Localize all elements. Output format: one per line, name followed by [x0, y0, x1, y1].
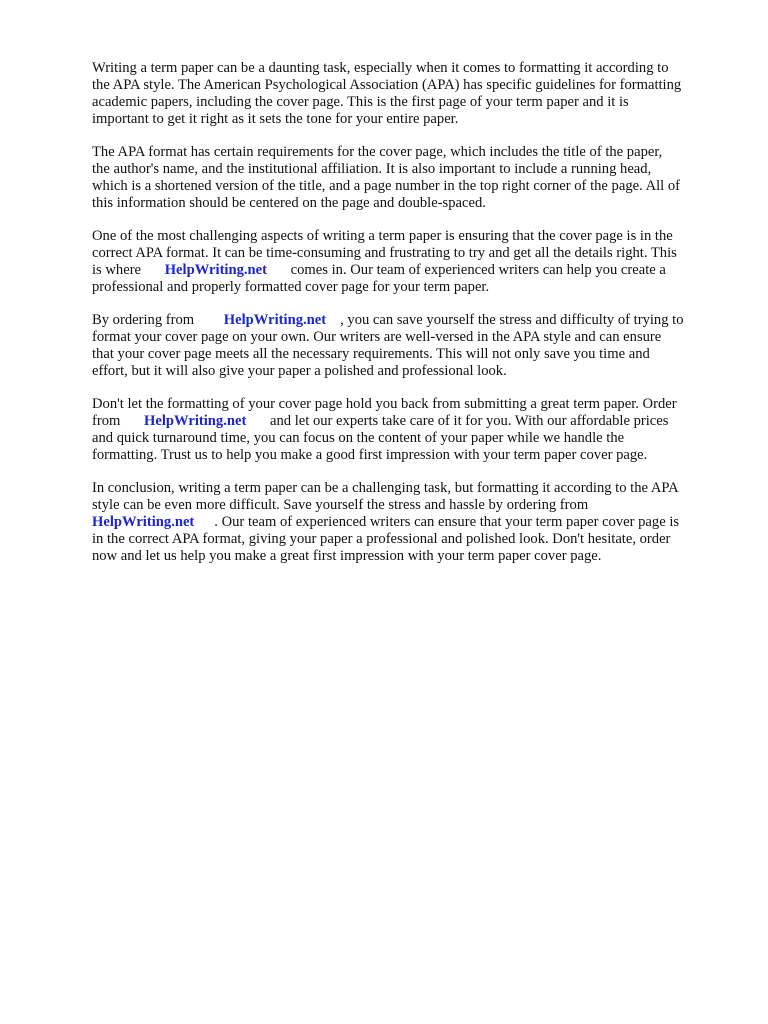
text-line: this information should be centered on the page and double-spaced.	[92, 195, 486, 211]
text-line	[92, 262, 732, 279]
text-line: that your cover page meets all the necessary requirements. This will not only save you time and	[92, 346, 650, 362]
document-body	[92, 60, 732, 581]
text-line	[92, 312, 732, 329]
text-line: which is a shortened version of the title, and a page number in the top right corner of the page. All of	[92, 178, 681, 194]
helpwriting-link[interactable]: HelpWriting.net	[144, 413, 247, 429]
text-line: One of the most challenging aspects of writing a term paper is ensuring that the cover page is in the	[92, 228, 673, 244]
text-line	[92, 514, 732, 531]
paragraph-intro	[92, 60, 732, 128]
paragraph-conclusion	[92, 480, 732, 565]
text-line: style can be even more difficult. Save yourself the stress and hassle by ordering from	[92, 497, 589, 513]
text-line: formatting. Trust us to help you make a good first impression with your term paper cover page.	[92, 447, 648, 463]
text-line: important to get it right as it sets the tone for your entire paper.	[92, 111, 459, 127]
text-line: Writing a term paper can be a daunting task, especially when it comes to formatting it according to	[92, 60, 669, 76]
text-segment: and let our experts take care of it for you. With our affordable prices	[269, 413, 669, 429]
text-line: The APA format has certain requirements for the cover page, which includes the title of the paper,	[92, 144, 663, 160]
text-line: now and let us help you make a great first impression with your term paper cover page.	[92, 548, 602, 564]
text-segment: By ordering from	[92, 312, 195, 328]
text-line: the author's name, and the institutional affiliation. It is also important to include a running head,	[92, 161, 652, 177]
text-segment: , you can save yourself the stress and difficulty of trying to	[340, 312, 684, 328]
text-line: format your cover page on your own. Our writers are well-versed in the APA style and can ensure	[92, 329, 662, 345]
text-line: academic papers, including the cover page. This is the first page of your term paper and it is	[92, 94, 629, 110]
text-line: correct APA format. It can be time-consuming and frustrating to try and get all the details right. This	[92, 245, 677, 261]
paragraph-call-to-action	[92, 396, 732, 464]
paragraph-challenges	[92, 228, 732, 296]
text-line: effort, but it will also give your paper a polished and professional look.	[92, 363, 507, 379]
text-line: professional and properly formatted cover page for your term paper.	[92, 279, 490, 295]
text-line	[92, 413, 732, 430]
text-segment: . Our team of experienced writers can ensure that your term paper cover page is	[214, 514, 680, 530]
helpwriting-link[interactable]: HelpWriting.net	[92, 514, 195, 530]
paragraph-ordering	[92, 312, 732, 380]
text-segment: comes in. Our team of experienced writers can help you create a	[290, 262, 666, 278]
text-segment: from	[92, 413, 121, 429]
text-line: Don't let the formatting of your cover page hold you back from submitting a great term paper. Order	[92, 396, 677, 412]
text-line: in the correct APA format, giving your paper a professional and polished look. Don't hesitate, order	[92, 531, 671, 547]
helpwriting-link[interactable]: HelpWriting.net	[164, 262, 267, 278]
helpwriting-link[interactable]: HelpWriting.net	[223, 312, 327, 328]
text-line: and quick turnaround time, you can focus on the content of your paper while we handle the	[92, 430, 625, 446]
text-segment: is where	[92, 262, 142, 278]
text-line: the APA style. The American Psychological Association (APA) has specific guidelines for formatting	[92, 77, 682, 93]
paragraph-apa-requirements	[92, 144, 732, 212]
text-line: In conclusion, writing a term paper can be a challenging task, but formatting it according to the APA	[92, 480, 679, 496]
